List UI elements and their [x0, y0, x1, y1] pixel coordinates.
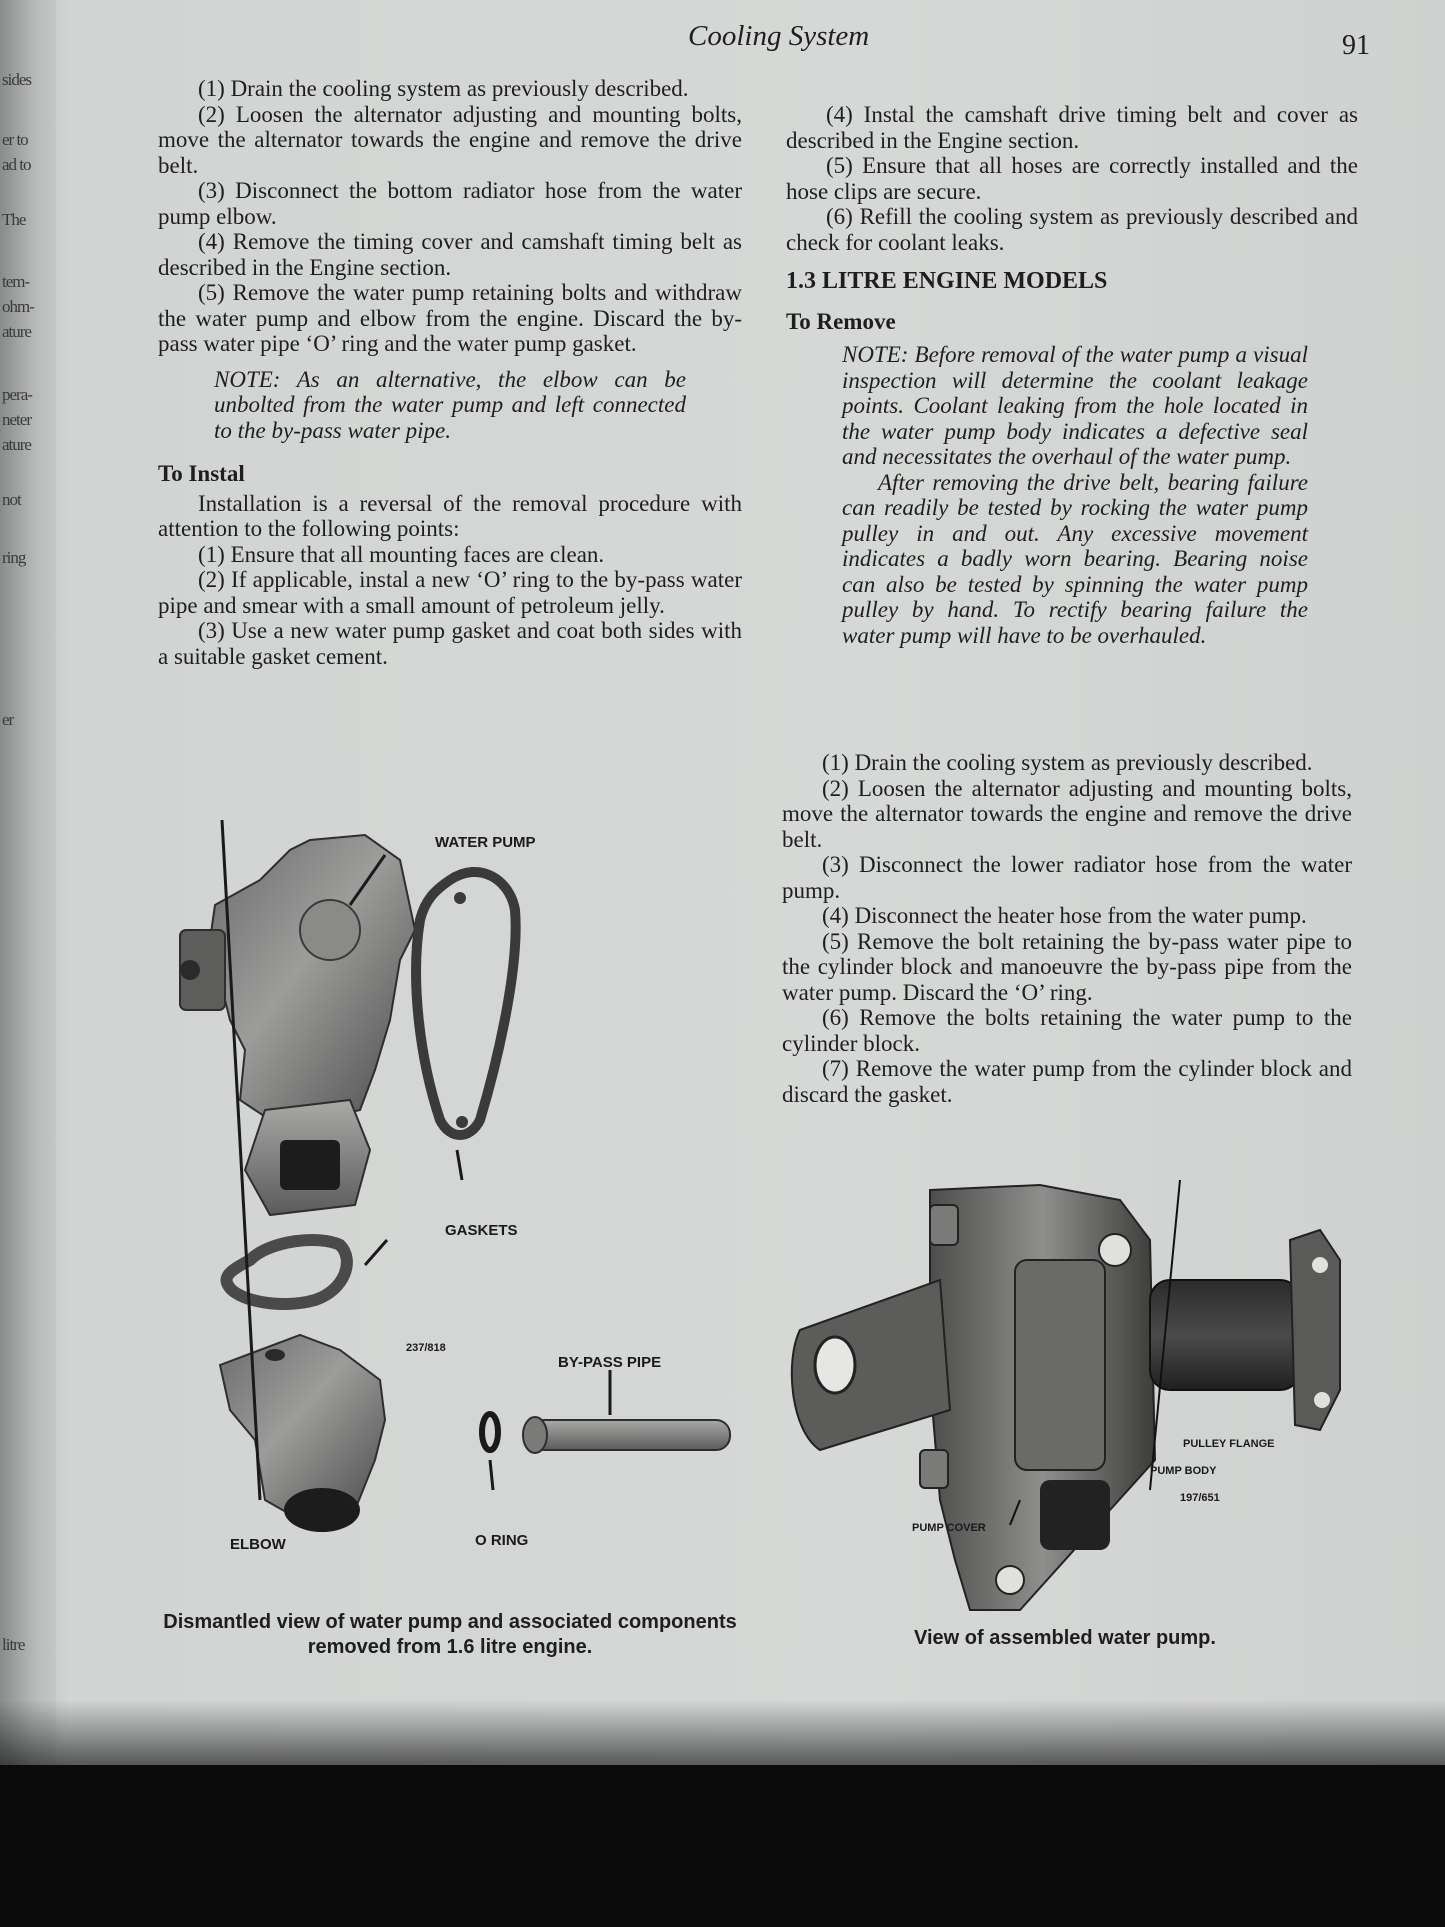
bypass-pipe-shape [530, 1420, 730, 1450]
label-pump-body: PUMP BODY [1150, 1465, 1217, 1477]
step-paragraph: (2) Loosen the alternator adjusting and mounting bolts, move the alternator towards the engine and remove the drive belt. [782, 775, 1352, 852]
elbow-opening [284, 1488, 360, 1532]
cover-bolt-hole [1099, 1234, 1131, 1266]
right-column-steps [782, 750, 1352, 1107]
section-heading: 1.3 LITRE ENGINE MODELS [786, 268, 1108, 294]
remove-heading: To Remove [786, 308, 896, 334]
elbow-bolt-hole [265, 1349, 285, 1361]
note-paragraph: NOTE: Before removal of the water pump a visual inspection will determine the coolant leakage points. Coolant leaking from the hole located in the water pump body indicates a defective seal and necessitates the overhaul of the water pump. [842, 342, 1308, 469]
margin-fragment: ature [2, 322, 31, 341]
left-column [158, 76, 742, 669]
margin-fragment: ature [2, 435, 31, 454]
install-point: (1) Ensure that all mounting faces are clean. [198, 541, 605, 567]
label-o-ring: O RING [475, 1532, 529, 1549]
step-paragraph: (6) Remove the bolts retaining the water pump to the cylinder block. [782, 1005, 1352, 1056]
step-paragraph: (7) Remove the water pump from the cylinder block and discard the gasket. [782, 1056, 1352, 1107]
margin-fragment: sides [2, 70, 31, 89]
margin-fragment: litre [2, 1635, 25, 1654]
figure-caption-left: Dismantled view of water pump and associated components removed from 1.6 litre engine. [163, 1611, 737, 1658]
cover-bolt [920, 1450, 948, 1488]
label-pulley-flange: PULLEY FLANGE [1183, 1438, 1275, 1450]
label-water-pump: WATER PUMP [435, 834, 536, 851]
step-paragraph: (3) Disconnect the bottom radiator hose from the water pump elbow. [158, 178, 742, 229]
pump-shaft-housing [1150, 1280, 1300, 1390]
margin-fragment: er to [2, 130, 28, 149]
water-pump-body-shape [210, 835, 415, 1120]
install-intro: Installation is a reversal of the removal procedure with attention to the following points: [158, 490, 742, 541]
margin-fragment: tem- [2, 272, 30, 291]
right-column [786, 102, 1358, 648]
bypass-pipe-end [523, 1417, 547, 1453]
step-paragraph: (5) Remove the bolt retaining the by-pass water pipe to the cylinder block and manoeuvre the by-pass pipe from the water pump. Discard the ‘O’ ring. [782, 928, 1352, 1005]
margin-fragment: ring [2, 548, 26, 567]
running-header-title: Cooling System [688, 20, 870, 52]
page-bottom-shadow [0, 1700, 1445, 1765]
note-paragraph: NOTE: As an alternative, the elbow can be unbolted from the water pump and left connected to the by-pass water pipe. [214, 366, 686, 443]
previous-page-edge [0, 0, 56, 1765]
gasket-hole [454, 892, 466, 904]
install-point: (2) If applicable, instal a new ‘O’ ring to the by-pass water pipe and smear with a small amount of petroleum jelly. [158, 567, 742, 618]
step-paragraph: (1) Drain the cooling system as previously described. [198, 76, 689, 101]
cover-bolt-hole [996, 1566, 1024, 1594]
margin-fragment: ad to [2, 155, 31, 174]
label-figure-ref: 237/818 [406, 1342, 446, 1354]
assembled-water-pump-illustration [780, 1180, 1350, 1620]
cover-port [1040, 1480, 1110, 1550]
install-heading: To Instal [158, 461, 245, 486]
step-paragraph: (4) Instal the camshaft drive timing belt and cover as described in the Engine section. [786, 102, 1358, 153]
cover-bolt [930, 1205, 958, 1245]
label-gaskets: GASKETS [445, 1222, 518, 1239]
step-paragraph: (1) Drain the cooling system as previously described. [822, 750, 1313, 775]
hub-bolt-hole [180, 960, 200, 980]
margin-fragment: ohm- [2, 297, 34, 316]
page-number: 91 [1342, 30, 1370, 61]
margin-fragment: not [2, 490, 21, 509]
step-paragraph: (5) Remove the water pump retaining bolts and withdraw the water pump and elbow from the engine. Discard the by-pass water pipe ‘O’ ring and the water pump gasket. [158, 280, 742, 356]
pointer-arrow [490, 1460, 493, 1490]
label-elbow: ELBOW [230, 1536, 286, 1553]
figure-caption-right: View of assembled water pump. [914, 1627, 1216, 1649]
pump-body-recess [1015, 1260, 1105, 1470]
pump-boss [300, 900, 360, 960]
figure-dismantled-water-pump [150, 820, 750, 1600]
margin-fragment: The [2, 210, 26, 229]
flange-bolt-hole [1314, 1392, 1330, 1408]
inlet-opening [815, 1337, 855, 1393]
step-paragraph: (4) Disconnect the heater hose from the water pump. [822, 903, 1307, 928]
margin-fragment: neter [2, 410, 31, 429]
margin-fragment: er [2, 710, 14, 729]
pointer-arrow [457, 1150, 462, 1180]
o-ring-shape [482, 1414, 498, 1450]
margin-fragment: pera- [2, 385, 32, 404]
water-pump-exploded-illustration [150, 820, 750, 1600]
step-paragraph: (3) Disconnect the lower radiator hose from the water pump. [782, 852, 1352, 903]
label-bypass-pipe: BY-PASS PIPE [558, 1354, 662, 1371]
gasket-hole [456, 1116, 468, 1128]
step-paragraph: (4) Remove the timing cover and camshaft timing belt as described in the Engine section. [158, 229, 742, 280]
figure-assembled-water-pump [780, 1180, 1350, 1620]
pointer-arrow [365, 1240, 387, 1265]
label-pump-cover: PUMP COVER [912, 1522, 986, 1534]
step-paragraph: (2) Loosen the alternator adjusting and mounting bolts, move the alternator towards the engine and remove the drive belt. [158, 101, 742, 178]
step-paragraph: (5) Ensure that all hoses are correctly installed and the hose clips are secure. [786, 153, 1358, 204]
large-gasket-shape [416, 872, 516, 1135]
outlet-port [280, 1140, 340, 1190]
note-paragraph: After removing the drive belt, bearing failure can readily be tested by rocking the water pump pulley in and out. Any excessive movement indicates a badly worn bearing. Bearing noise can also be tested by spinning the water pump pulley by hand. To rectify bearing failure the water pump will have to be overhauled. [842, 469, 1308, 648]
label-figure-ref: 197/651 [1180, 1492, 1220, 1504]
step-paragraph: (6) Refill the cooling system as previously described and check for coolant leaks. [786, 204, 1358, 255]
install-point: (3) Use a new water pump gasket and coat both sides with a suitable gasket cement. [158, 618, 742, 669]
flange-bolt-hole [1312, 1257, 1328, 1273]
